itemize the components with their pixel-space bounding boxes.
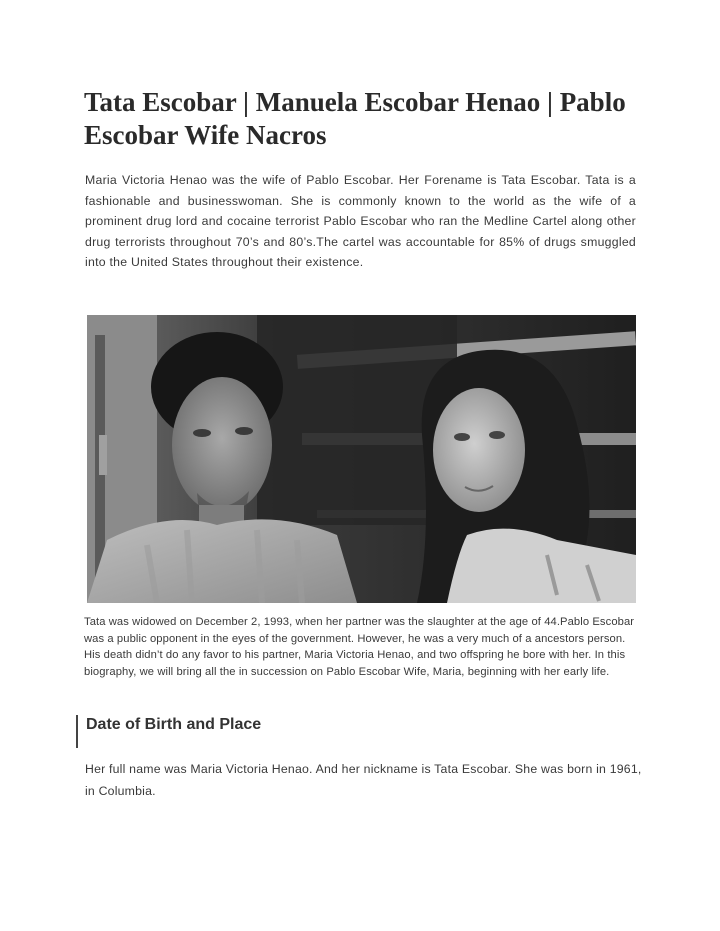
page-title: Tata Escobar | Manuela Escobar Henao | Pablo Escobar Wife Nacros: [84, 87, 626, 150]
couple-photo: [87, 315, 636, 603]
intro-paragraph: Maria Victoria Henao was the wife of Pablo Escobar. Her Forename is Tata Escobar. Tata is a fashionable and businesswoman. She is commonly known to the world as the wife of a prominent drug lord and cocaine terrorist Pablo Escobar who ran the Medline Cartel along other drug terrorists throughout 70’s and 80’s.The cartel was accountable for 85% of drugs smuggled into the United States throughout their existence.: [85, 173, 636, 269]
section-heading-birth: Date of Birth and Place: [86, 716, 262, 733]
birth-paragraph: Her full name was Maria Victoria Henao. And her nickname is Tata Escobar. She was born in 1961, in Columbia.: [85, 762, 642, 798]
heading-accent-bar: [76, 715, 78, 748]
photo-caption-paragraph: Tata was widowed on December 2, 1993, when her partner was the slaughter at the age of 44.Pablo Escobar was a public opponent in the eyes of the government. However, he was a very much of a ancestors person. His death didn’t do any favor to his partner, Maria Victoria Henao, and two offspring he bore with her. In this biography, we will bring all the in succession on Pablo Escobar Wife, Maria, beginning with her early life.: [84, 616, 635, 678]
